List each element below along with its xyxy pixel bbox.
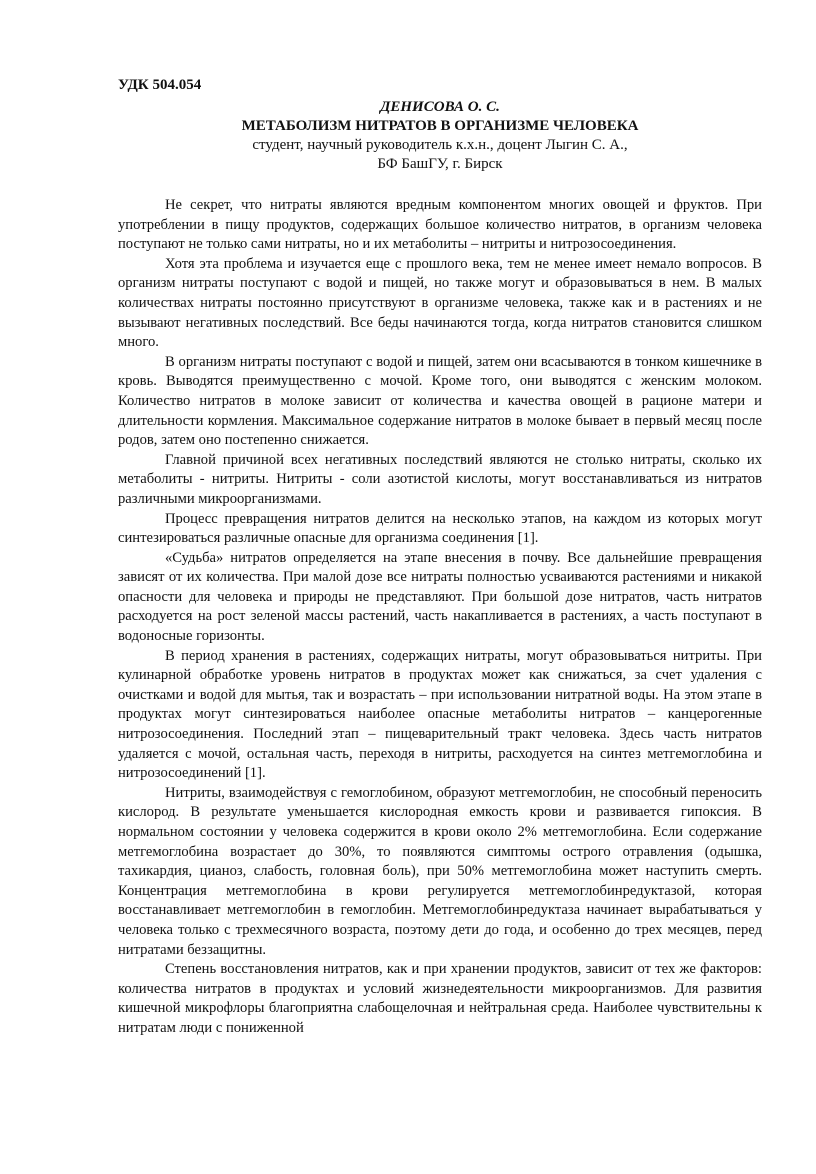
paragraph: Степень восстановления нитратов, как и при хранении продуктов, зависит от тех же факторов: количества нитратов в продуктах и условий жизнедеятельности микроорганизмов. Для развития кишечной микрофлоры благоприятна слабощелочная и нейтральная среда. Наиболее чувствительны к нитратам люди с пониженной (118, 961, 762, 1036)
paragraph: «Судьба» нитратов определяется на этапе внесения в почву. Все дальнейшие превращения зависят от их количества. При малой дозе все нитраты полностью усваиваются растениями и никакой опасности для человека и природы не представляют. При большой дозе нитратов, часть нитратов расходуется на рост зеленой массы растений, часть накапливается в растениях, а часть поступают в водоносные горизонты. (118, 549, 762, 645)
udk-code: УДК 504.054 (118, 77, 202, 93)
paragraph: Хотя эта проблема и изучается еще с прошлого века, тем не менее имеет немало вопросов. В организм нитраты поступают с водой и пищей, но также могут и образовываться в нем. В малых количествах нитраты постоянно присутствуют в организме человека, также как и в растениях и не вызывают негативных последствий. Все беды начинаются тогда, когда нитратов становится слишком много. (118, 255, 762, 351)
paragraph: Процесс превращения нитратов делится на несколько этапов, на каждом из которых могут синтезироваться различные опасные для организма соединения [1]. (118, 510, 762, 547)
article-title: МЕТАБОЛИЗМ НИТРАТОВ В ОРГАНИЗМЕ ЧЕЛОВЕКА (241, 118, 639, 134)
article-body (118, 196, 762, 1039)
paragraph: В период хранения в растениях, содержащих нитраты, могут образовываться нитриты. При кулинарной обработке уровень нитратов в продуктах может как снижаться, за счет удаления с очистками и водой для мытья, так и возрастать – при использовании нитратной воды. На этом этапе в продуктах могут синтезироваться наиболее опасные метаболиты нитратов – канцерогенные нитрозосоединения. Последний этап – пищеварительный тракт человека. Здесь часть нитратов удаляется с мочой, остальная часть, переходя в нитриты, расходуется на синтез метгемоглобина и нитрозосоединений [1]. (118, 647, 762, 782)
affiliation-line-1: студент, научный руководитель к.х.н., доцент Лыгин С. А., (252, 137, 628, 153)
author-name: ДЕНИСОВА О. С. (380, 99, 500, 115)
paragraph: В организм нитраты поступают с водой и пищей, затем они всасываются в тонком кишечнике в кровь. Выводятся преимущественно с мочой. Кроме того, они выводятся с женским молоком. Количество нитратов в молоке зависит от количества и качества овощей в рационе матери и длительности кормления. Максимальное содержание нитратов в молоке бывает в первый месяц после родов, затем оно постепенно снижается. (118, 353, 762, 449)
affiliation-line-2: БФ БашГУ, г. Бирск (377, 156, 503, 172)
article-header (118, 98, 762, 174)
paragraph: Не секрет, что нитраты являются вредным компонентом многих овощей и фруктов. При употреблении в пищу продуктов, содержащих большое количество нитратов, в организм человека поступают не только сами нитраты, но и их метаболиты – нитриты и нитрозосоединения. (118, 197, 762, 253)
paragraph: Главной причиной всех негативных последствий являются не столько нитраты, сколько их метаболиты - нитриты. Нитриты - соли азотистой кислоты, могут восстанавливаться из нитратов различными микроорганизмами. (118, 451, 762, 507)
paragraph: Нитриты, взаимодействуя с гемоглобином, образуют метгемоглобин, не способный переносить кислород. В результате уменьшается кислородная емкость крови и развивается гипоксия. В нормальном состоянии у человека содержится в крови около 2% метгемоглобина. Если содержание метгемоглобина возрастает до 30%, то появляются симптомы острого отравления (одышка, тахикардия, цианоз, слабость, головная боль), при 50% метгемоглобина может наступить смерть. Концентрация метгемоглобина в крови регулируется метгемоглобинредуктазой, которая восстанавливает метгемоглобин в гемоглобин. Метгемоглобинредуктаза начинает вырабатываться у человека только с трехмесячного возраста, поэтому дети до года, и особенно до трех месяцев, перед нитратами беззащитны. (118, 784, 762, 958)
